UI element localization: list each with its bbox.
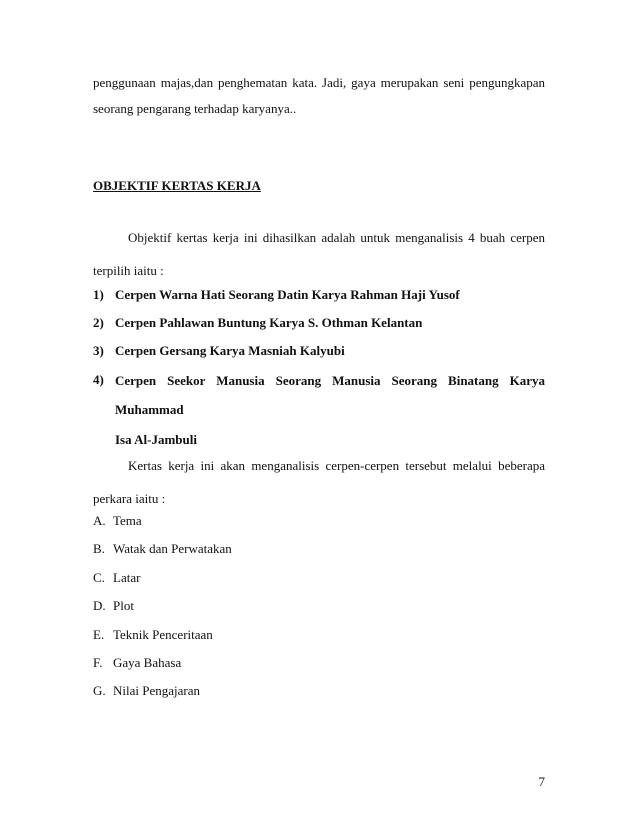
list-item-text: Cerpen Pahlawan Buntung Karya S. Othman Kelantan bbox=[115, 315, 423, 330]
aspect-letter: E. bbox=[93, 627, 105, 642]
list-item bbox=[93, 511, 142, 531]
list-item-number: 2) bbox=[93, 315, 104, 330]
list-item-text: Cerpen Warna Hati Seorang Datin Karya Rahman Haji Yusof bbox=[115, 287, 460, 302]
aspect-letter: A. bbox=[93, 513, 106, 528]
list-item-number: 1) bbox=[93, 287, 104, 302]
list-item bbox=[93, 568, 140, 588]
list-item bbox=[93, 539, 232, 559]
list-item bbox=[93, 337, 545, 365]
aspect-text: Latar bbox=[113, 570, 141, 585]
aspect-text: Watak dan Perwatakan bbox=[113, 541, 232, 556]
aspect-letter: G. bbox=[93, 683, 106, 698]
objective-paragraph bbox=[93, 221, 545, 287]
aspect-letter: C. bbox=[93, 570, 105, 585]
list-item bbox=[93, 366, 545, 454]
aspect-text: Nilai Pengajaran bbox=[113, 683, 200, 698]
list-item-text bbox=[93, 366, 545, 454]
aspect-letter: B. bbox=[93, 541, 105, 556]
aspect-text: Tema bbox=[113, 513, 142, 528]
list-item-text-line-2: Isa Al-Jambuli bbox=[115, 432, 197, 447]
list-item-text: Cerpen Gersang Karya Masniah Kalyubi bbox=[115, 343, 345, 358]
list-item bbox=[93, 681, 200, 701]
section-heading: OBJEKTIF KERTAS KERJA bbox=[93, 178, 261, 193]
page-number: 7 bbox=[538, 774, 545, 789]
analysis-line-1: Kertas kerja ini akan menganalisis cerpen-cerpen tersebut melalui beberapa bbox=[128, 458, 545, 473]
intro-line-2: seorang pengarang terhadap karyanya.. bbox=[93, 101, 297, 116]
analysis-paragraph bbox=[93, 449, 545, 515]
objective-line-1: Objektif kertas kerja ini dihasilkan adalah untuk menganalisis 4 buah cerpen bbox=[128, 230, 545, 245]
aspect-text: Gaya Bahasa bbox=[113, 655, 182, 670]
aspect-text: Teknik Penceritaan bbox=[113, 627, 213, 642]
intro-paragraph bbox=[93, 70, 545, 122]
list-item-number: 4) bbox=[93, 372, 104, 387]
objective-line-2: terpilih iaitu : bbox=[93, 263, 164, 278]
aspect-letter: F. bbox=[93, 655, 103, 670]
list-item-number: 3) bbox=[93, 343, 104, 358]
intro-line-1: penggunaan majas,dan penghematan kata. Jadi, gaya merupakan seni pengungkapan bbox=[93, 75, 545, 90]
aspect-text: Plot bbox=[113, 598, 134, 613]
list-item bbox=[93, 653, 181, 673]
list-item bbox=[93, 309, 545, 337]
list-item-text-line-1: Cerpen Seekor Manusia Seorang Manusia Seorang Binatang Karya Muhammad bbox=[115, 373, 545, 417]
list-item bbox=[93, 625, 213, 645]
aspect-letter: D. bbox=[93, 598, 106, 613]
analysis-line-2: perkara iaitu : bbox=[93, 491, 166, 506]
list-item bbox=[93, 596, 134, 616]
list-item bbox=[93, 281, 545, 309]
